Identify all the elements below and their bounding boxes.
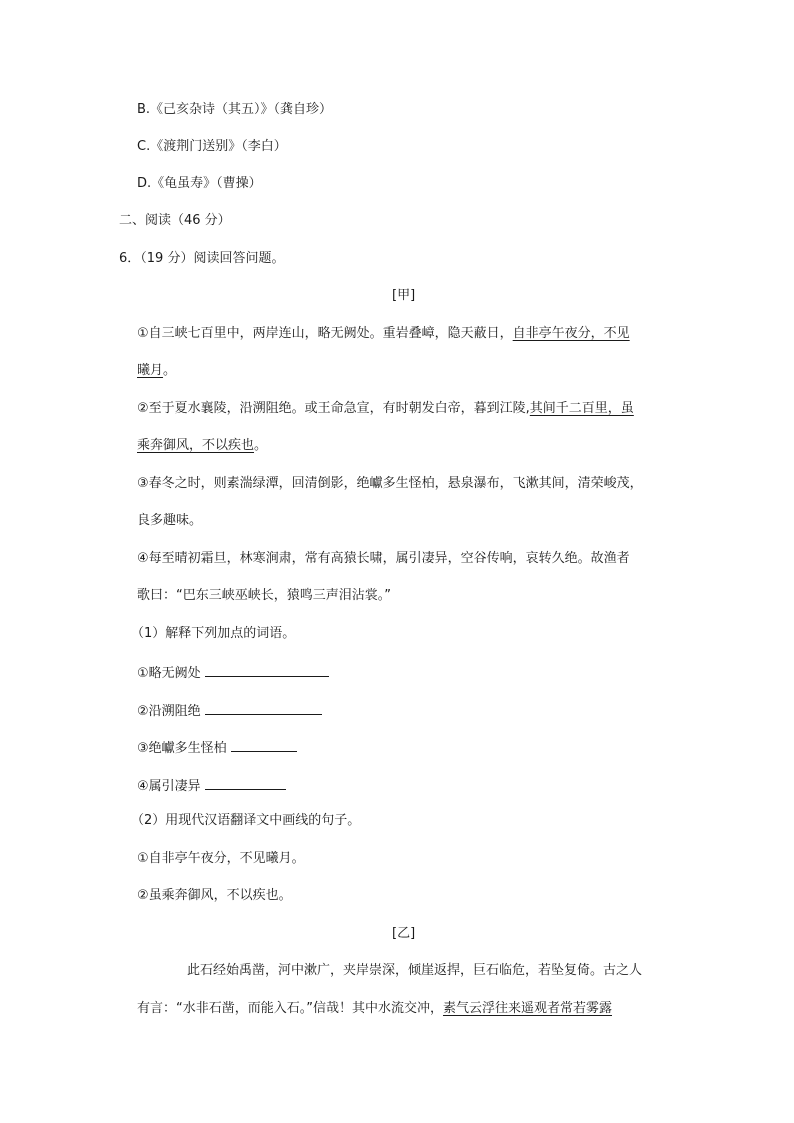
option-d: D.《龟虽寿》（曹操） bbox=[137, 176, 262, 191]
p1-underlined-text: 自非亭午夜分，不见 bbox=[512, 326, 630, 341]
passage-jia-p2-line2 bbox=[137, 439, 267, 452]
sub2-item-1: ①自非亭午夜分，不见曦月。 bbox=[137, 851, 305, 866]
option-b: B.《己亥杂诗（其五）》（龚自珍） bbox=[137, 102, 333, 117]
sub1-item-3 bbox=[137, 739, 297, 755]
sub1-item-4 bbox=[137, 777, 286, 793]
p2-end-punct: 。 bbox=[254, 438, 268, 453]
passage-jia-heading: [甲] bbox=[392, 288, 416, 303]
sub1-item-2-text: ②沿溯阻绝 bbox=[137, 704, 201, 719]
passage-yi-line1: 此石经始禹凿，河中漱广，夹岸崇深，倾崖返捍，巨石临危，若坠复倚。古之人 bbox=[187, 963, 643, 978]
sub1-item-3-text: ③绝巘多生怪柏 bbox=[137, 741, 227, 756]
answer-blank[interactable] bbox=[205, 777, 286, 790]
p2-plain-text: ②至于夏水襄陵，沿溯阻绝。或王命急宣，有时朝发白帝，暮到江陵, bbox=[137, 401, 530, 416]
passage-yi-line2 bbox=[137, 1002, 612, 1015]
yi-underlined-text: 素气云浮往来遥观者常若雾露 bbox=[442, 1001, 612, 1016]
yi-plain-text: 有言：“水非石凿，而能入石。”信哉！其中水流交冲， bbox=[137, 1001, 443, 1016]
answer-blank[interactable] bbox=[205, 664, 329, 677]
passage-jia-p4-line1: ④每至晴初霜旦，林寒涧肃，常有高猿长啸，属引凄异，空谷传响，哀转久绝。故渔者 bbox=[137, 551, 630, 566]
sub2-prompt: （2）用现代汉语翻译文中画线的句子。 bbox=[131, 813, 361, 828]
sub1-item-2 bbox=[137, 702, 322, 718]
question-stem: 6．（19 分）阅读回答问题。 bbox=[119, 251, 285, 266]
p2-underlined-text: 其间千二百里，虽 bbox=[529, 401, 634, 416]
answer-blank[interactable] bbox=[231, 739, 297, 752]
passage-jia-p3-line1: ③春冬之时，则素湍绿潭，回清倒影，绝巘多生怪柏，悬泉瀑布，飞漱其间，清荣峻茂， bbox=[137, 476, 643, 491]
option-c: C.《渡荆门送别》（李白） bbox=[137, 139, 287, 154]
passage-jia-p4-line2: 歌曰：“巴东三峡巫峡长，猿鸣三声泪沾裳。” bbox=[137, 588, 391, 603]
p1-plain-text: ①自三峡七百里中，两岸连山，略无阙处。重岩叠嶂，隐天蔽日， bbox=[137, 326, 513, 341]
sub1-item-1-text: ①略无阙处 bbox=[137, 666, 201, 681]
passage-jia-p1-line2 bbox=[137, 364, 176, 377]
passage-jia-p1-line1 bbox=[137, 327, 630, 340]
sub1-item-1 bbox=[137, 664, 329, 680]
sub2-item-2: ②虽乘奔御风，不以疾也。 bbox=[137, 888, 292, 903]
section-title: 二、阅读（46 分） bbox=[119, 213, 231, 228]
passage-yi-heading: [乙] bbox=[392, 926, 416, 941]
sub1-prompt: （1）解释下列加点的词语。 bbox=[131, 626, 296, 641]
p1-underlined-text-cont: 曦月 bbox=[137, 363, 164, 378]
passage-jia-p3-line2: 良多趣味。 bbox=[137, 513, 203, 528]
p2-underlined-text-cont: 乘奔御风，不以疾也 bbox=[137, 438, 255, 453]
passage-jia-p2-line1 bbox=[137, 402, 634, 415]
sub1-item-4-text: ④属引凄异 bbox=[137, 779, 201, 794]
answer-blank[interactable] bbox=[205, 702, 322, 715]
p1-end-punct: 。 bbox=[163, 363, 177, 378]
